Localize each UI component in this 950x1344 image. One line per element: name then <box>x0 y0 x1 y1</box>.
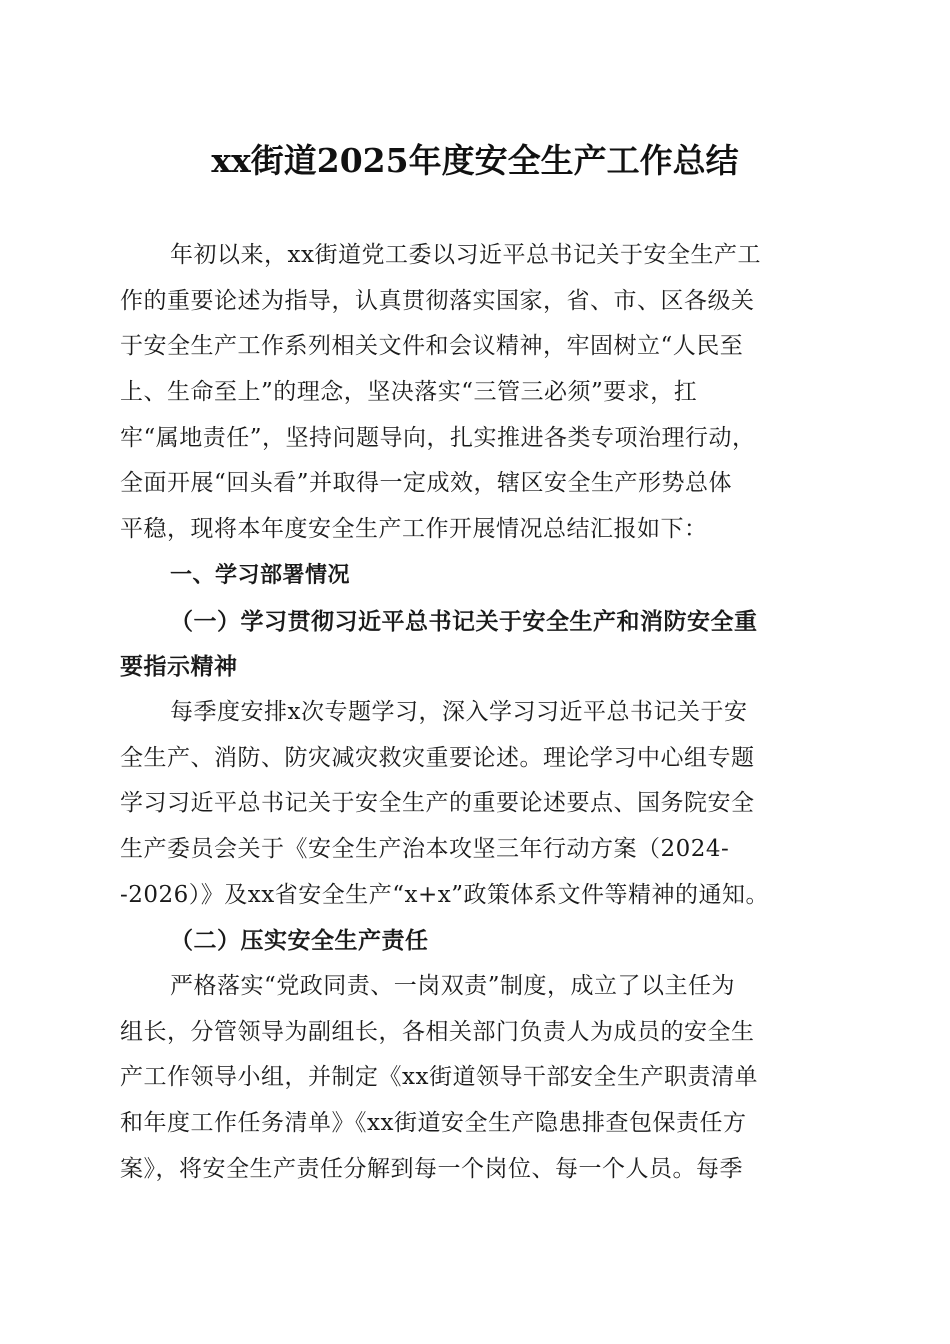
subsection-2-heading <box>120 918 832 964</box>
subsection-1-paragraph <box>120 690 832 918</box>
section-1-heading <box>120 553 832 599</box>
text-line: 全生产、消防、防灾减灾救灾重要论述。理论学习中心组专题 <box>120 744 755 771</box>
text-line: 作的重要论述为指导，认真贯彻落实国家，省、市、区各级关 <box>120 287 755 314</box>
text-line: 全面开展“回头看”并取得一定成效，辖区安全生产形势总体 <box>120 470 733 497</box>
text-line: 产工作领导小组，并制定《xx街道领导干部安全生产职责清单 <box>120 1064 758 1091</box>
intro-paragraph <box>120 233 832 553</box>
text-line: 每季度安排x次专题学习，深入学习习近平总书记关于安 <box>170 698 748 725</box>
text-line: 组长，分管领导为副组长，各相关部门负责人为成员的安全生 <box>120 1018 755 1045</box>
text-line: 案》，将安全生产责任分解到每一个岗位、每一个人员。每季 <box>120 1155 743 1182</box>
subsection-heading-line: （一）学习贯彻习近平总书记关于安全生产和消防安全重 <box>170 607 758 635</box>
text-line: 生产委员会关于《安全生产治本攻坚三年行动方案（2024- <box>120 835 730 862</box>
subsection-1-heading <box>120 599 832 690</box>
text-line: 平稳，现将本年度安全生产工作开展情况总结汇报如下： <box>120 516 708 543</box>
subsection-heading: （二）压实安全生产责任 <box>170 927 429 955</box>
text-line: -2026）》及xx省安全生产“x+x”政策体系文件等精神的通知。 <box>120 881 769 908</box>
text-line: 牢“属地责任”，坚持问题导向，扎实推进各类专项治理行动， <box>120 424 756 451</box>
text-line: 年初以来，xx街道党工委以习近平总书记关于安全生产工 <box>170 242 761 268</box>
subsection-2-paragraph <box>120 964 832 1192</box>
document-body <box>120 233 832 1192</box>
text-line: 学习习近平总书记关于安全生产的重要论述要点、国务院安全 <box>120 790 755 817</box>
section-heading: 一、学习部署情况 <box>170 562 351 588</box>
text-line: 于安全生产工作系列相关文件和会议精神，牢固树立“人民至 <box>120 333 744 360</box>
subsection-heading-line: 要指示精神 <box>120 653 238 681</box>
text-line: 严格落实“党政同责、一岗双责”制度，成立了以主任为 <box>170 973 736 999</box>
text-line: 和年度工作任务清单》《xx街道安全生产隐患排查包保责任方 <box>120 1110 747 1137</box>
document-title: xx街道2025年度安全生产工作总结 <box>211 141 739 180</box>
text-line: 上、生命至上”的理念，坚决落实“三管三必须”要求，扛 <box>120 379 698 406</box>
